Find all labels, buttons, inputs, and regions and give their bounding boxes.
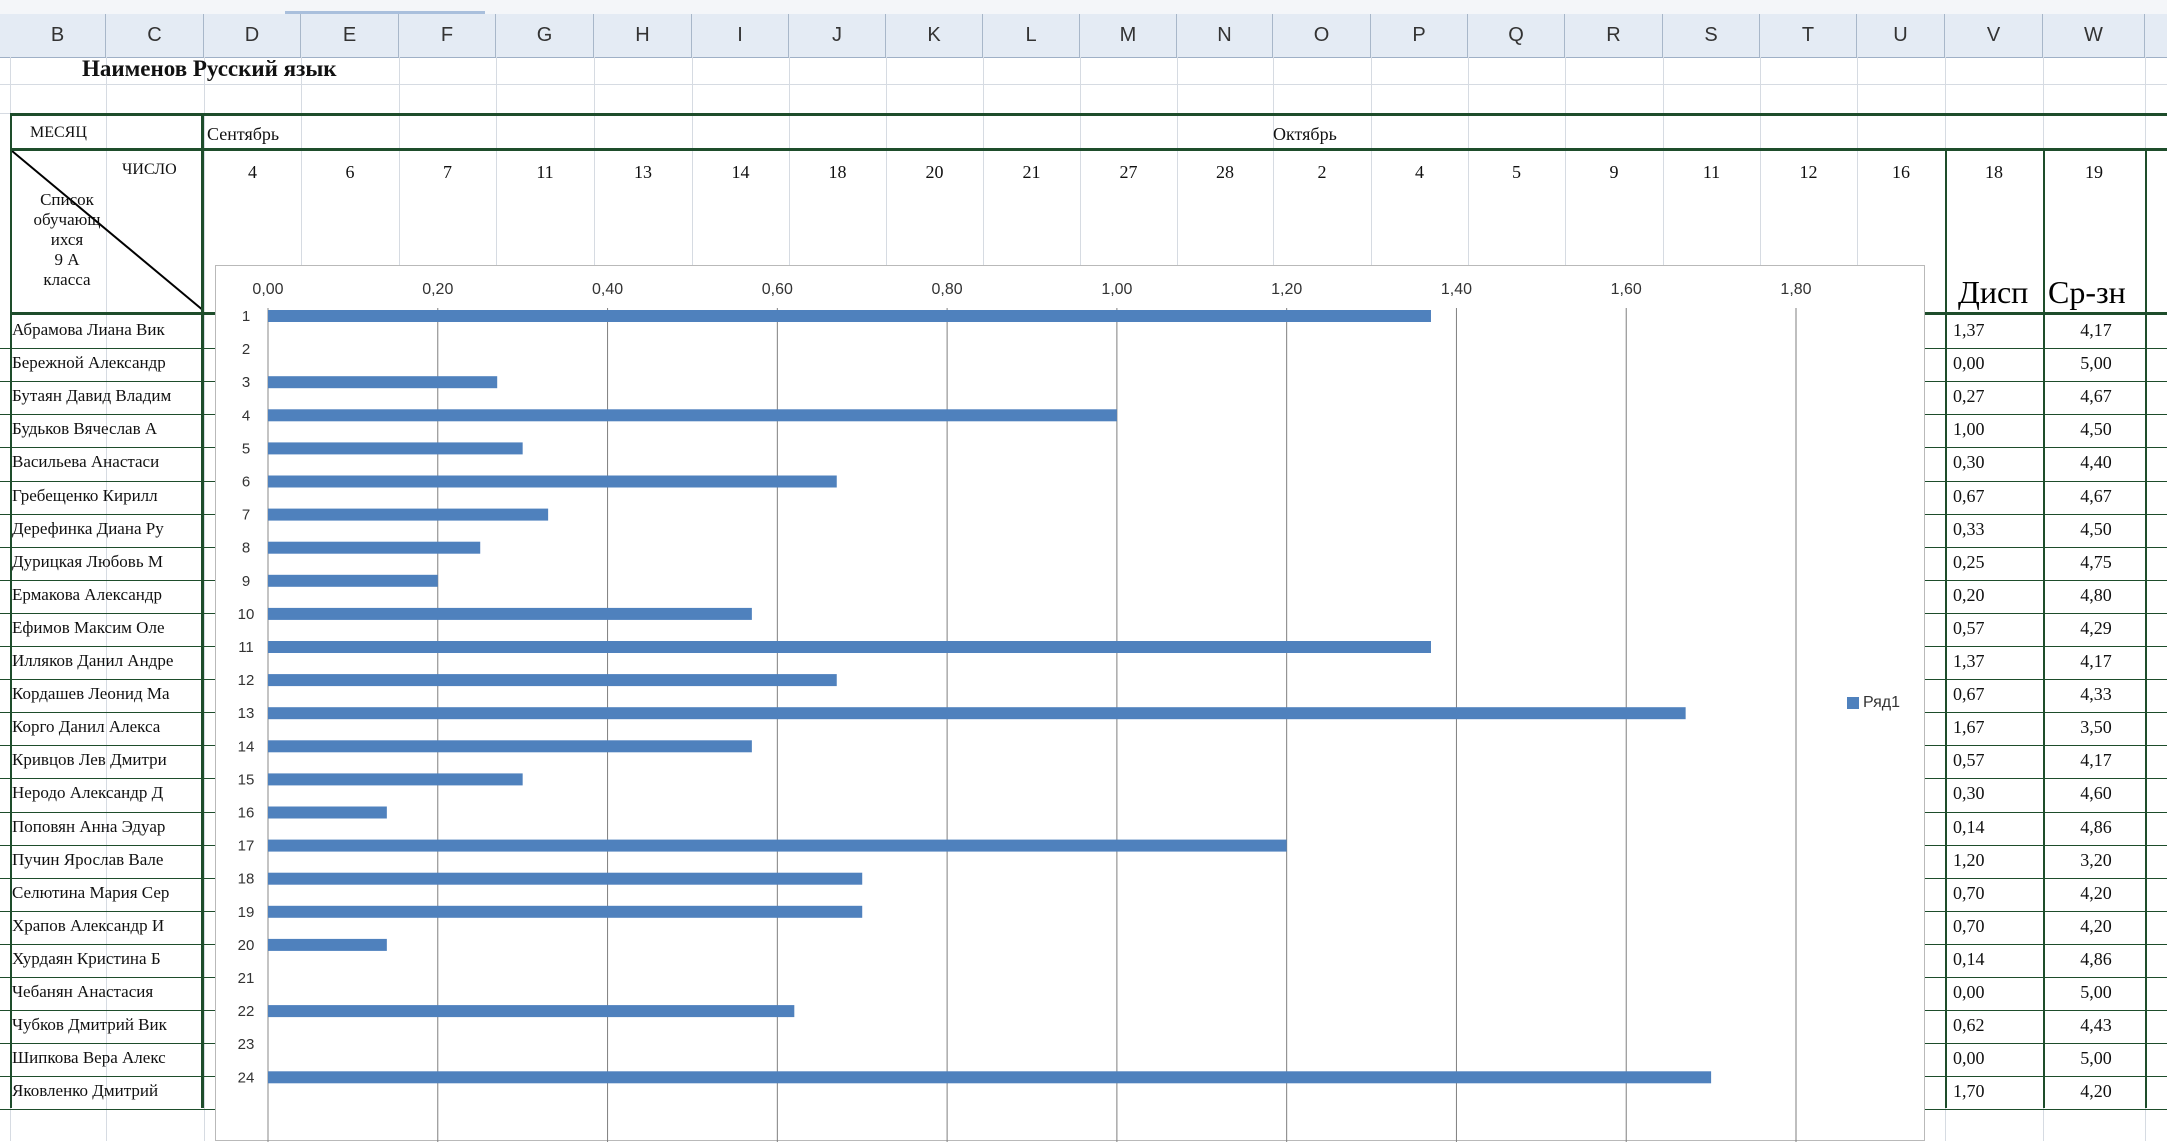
category-label: 14 — [237, 738, 255, 756]
column-header-G[interactable]: G — [496, 14, 594, 57]
grid-vline — [204, 57, 205, 1141]
student-name[interactable]: Шипкова Вера Алекс — [12, 1048, 166, 1068]
student-name[interactable]: Яковленко Дмитрий — [12, 1081, 159, 1101]
month-october: Октябрь — [1273, 124, 1337, 144]
student-name[interactable]: Дерефинка Диана Ру — [12, 518, 164, 538]
student-name[interactable]: Чебанян Анастасия — [12, 982, 154, 1001]
avg-value[interactable]: 4,50 — [2080, 518, 2112, 539]
disp-value[interactable]: 0,33 — [1953, 518, 1985, 539]
bar[interactable] — [268, 641, 1431, 653]
category-label: 10 — [237, 605, 255, 623]
column-header-F[interactable]: F — [399, 14, 496, 57]
border-line — [1945, 148, 1947, 1108]
day-number[interactable]: 20 — [925, 162, 944, 182]
avg-value[interactable]: 4,17 — [2080, 750, 2112, 771]
category-label: 5 — [241, 440, 251, 458]
student-name[interactable]: Дурицкая Любовь М — [12, 551, 163, 571]
bar[interactable] — [268, 773, 523, 785]
disp-value[interactable]: 0,00 — [1953, 353, 1985, 374]
avg-value[interactable]: 5,00 — [2080, 1048, 2112, 1069]
category-label: 20 — [237, 936, 255, 954]
avg-value[interactable]: 4,17 — [2080, 320, 2112, 340]
bar[interactable] — [268, 608, 752, 620]
avg-value[interactable]: 4,86 — [2080, 816, 2112, 837]
bar-chart[interactable] — [215, 265, 1925, 1141]
column-header-I[interactable]: I — [692, 14, 789, 57]
disp-value[interactable]: 0,27 — [1953, 386, 1985, 407]
student-name[interactable]: Бережной Александр — [12, 353, 166, 373]
day-number[interactable]: 11 — [1702, 162, 1721, 182]
disp-value[interactable]: 1,37 — [1953, 320, 1985, 340]
student-name[interactable]: Кривцов Лев Дмитри — [12, 750, 167, 770]
column-header-K[interactable]: K — [886, 14, 983, 57]
category-label: 19 — [237, 903, 255, 921]
disp-value[interactable]: 0,14 — [1953, 948, 1985, 969]
avg-value[interactable]: 4,75 — [2080, 551, 2112, 572]
bar[interactable] — [268, 707, 1686, 719]
category-label: 9 — [241, 572, 251, 590]
avg-value[interactable]: 4,20 — [2080, 882, 2112, 903]
border-line — [10, 113, 2167, 116]
x-tick-label: 1,60 — [1610, 281, 1642, 298]
day-number[interactable]: 2 — [1317, 162, 1327, 182]
active-sheet-indicator — [285, 4, 485, 14]
category-label: 16 — [237, 804, 255, 822]
column-header-W[interactable]: W — [2043, 14, 2145, 57]
category-label: 1 — [241, 308, 251, 325]
category-label: 22 — [237, 1003, 255, 1021]
student-name[interactable]: Ефимов Максим Оле — [12, 617, 165, 637]
subject-value: Русский язык — [192, 56, 337, 81]
student-name[interactable]: Неродо Александр Д — [12, 783, 164, 803]
disp-value[interactable]: 0,70 — [1953, 915, 1985, 936]
avg-value[interactable]: 4,67 — [2080, 386, 2112, 407]
disp-value[interactable]: 0,67 — [1953, 684, 1985, 705]
column-header-U[interactable]: U — [1857, 14, 1945, 57]
column-header-L[interactable]: L — [983, 14, 1080, 57]
category-label: 23 — [237, 1036, 255, 1054]
bar[interactable] — [268, 575, 438, 587]
disp-value[interactable]: 1,37 — [1953, 651, 1985, 671]
day-number[interactable]: 28 — [1216, 162, 1234, 182]
column-header-E[interactable]: E — [301, 14, 399, 57]
border-line — [2043, 148, 2045, 1108]
x-tick-label: 0,00 — [252, 281, 284, 298]
disp-value[interactable]: 0,67 — [1953, 485, 1985, 506]
chart-canvas — [216, 266, 1926, 1142]
column-header-T[interactable]: T — [1760, 14, 1857, 57]
students-header — [22, 190, 112, 290]
category-label: 11 — [238, 639, 254, 656]
student-name[interactable]: Пучин Ярослав Вале — [12, 849, 164, 869]
disp-value[interactable]: 1,70 — [1953, 1081, 1985, 1102]
category-label: 17 — [237, 837, 255, 855]
month-label: МЕСЯЦ — [30, 124, 87, 141]
student-name[interactable]: Гребещенко Кирилл — [12, 485, 158, 505]
category-label: 2 — [241, 341, 251, 359]
legend-swatch — [1847, 697, 1859, 709]
student-name[interactable]: Илляков Данил Андре — [12, 651, 174, 670]
student-name[interactable]: Кордашев Леонид Ма — [12, 684, 170, 704]
disp-value[interactable]: 0,00 — [1953, 1048, 1985, 1069]
avg-value[interactable]: 4,80 — [2080, 584, 2112, 605]
x-tick-label: 1,80 — [1780, 281, 1812, 298]
subject-label: Наименов — [82, 56, 188, 81]
column-header-Q[interactable]: Q — [1468, 14, 1565, 57]
student-name[interactable]: Храпов Александр И — [12, 915, 165, 935]
avg-value[interactable]: 4,20 — [2080, 1081, 2112, 1102]
student-name[interactable]: Чубков Дмитрий Вик — [12, 1015, 167, 1035]
avg-value[interactable]: 4,33 — [2080, 684, 2112, 705]
bar[interactable] — [268, 509, 548, 521]
avg-value[interactable]: 3,20 — [2080, 849, 2112, 870]
student-name[interactable]: Васильева Анастаси — [12, 452, 160, 472]
x-tick-label: 0,60 — [761, 281, 793, 298]
legend-label: Ряд1 — [1863, 694, 1901, 711]
category-label: 3 — [241, 374, 251, 392]
students-header-line: 9 А — [54, 250, 80, 269]
x-tick-label: 1,40 — [1440, 281, 1473, 298]
grid-hline — [0, 84, 2167, 85]
bar[interactable] — [268, 740, 752, 752]
disp-value[interactable]: 0,57 — [1953, 617, 1985, 638]
column-header-H[interactable]: H — [594, 14, 692, 57]
column-header-N[interactable]: N — [1177, 14, 1273, 57]
bar[interactable] — [268, 873, 862, 885]
month-september: Сентябрь — [207, 124, 280, 144]
disp-value[interactable]: 0,20 — [1953, 584, 1985, 605]
day-number[interactable]: 19 — [2085, 162, 2103, 182]
avg-value[interactable]: 4,67 — [2080, 485, 2112, 506]
disp-header: Дисп — [1958, 274, 2029, 310]
day-number[interactable]: 4 — [1415, 162, 1424, 182]
column-header-J[interactable]: J — [789, 14, 886, 57]
avg-value[interactable]: 3,50 — [2080, 717, 2112, 738]
column-header-R[interactable]: R — [1565, 14, 1663, 57]
day-number[interactable]: 18 — [828, 162, 847, 182]
bar[interactable] — [268, 1071, 1711, 1083]
student-name[interactable]: Ермакова Александр — [12, 584, 162, 604]
disp-value[interactable]: 0,14 — [1953, 816, 1985, 837]
day-number[interactable]: 5 — [1512, 162, 1521, 182]
column-header-O[interactable]: O — [1273, 14, 1371, 57]
bar[interactable] — [268, 807, 387, 819]
disp-value[interactable]: 1,20 — [1953, 849, 1985, 870]
avg-value[interactable]: 5,00 — [2080, 353, 2112, 374]
students-header-line: Список — [40, 190, 94, 209]
avg-value[interactable]: 4,40 — [2080, 452, 2112, 473]
category-label: 21 — [237, 970, 255, 987]
bar[interactable] — [268, 376, 497, 388]
disp-value[interactable]: 1,67 — [1953, 717, 1985, 738]
day-number[interactable]: 16 — [1892, 162, 1910, 182]
x-tick-label: 0,40 — [591, 281, 624, 298]
student-name[interactable]: Абрамова Лиана Вик — [12, 320, 165, 339]
avg-value[interactable]: 4,20 — [2080, 915, 2112, 936]
column-header-S[interactable]: S — [1663, 14, 1760, 57]
category-label: 15 — [237, 771, 255, 789]
disp-value[interactable]: 0,62 — [1953, 1015, 1985, 1036]
avg-value[interactable]: 4,86 — [2080, 948, 2112, 969]
column-header-V[interactable]: V — [1945, 14, 2043, 57]
bar[interactable] — [268, 674, 837, 686]
x-tick-label: 1,00 — [1101, 281, 1133, 298]
disp-value[interactable]: 0,30 — [1953, 452, 1985, 473]
bar[interactable] — [268, 906, 862, 918]
x-tick-label: 0,80 — [931, 281, 963, 298]
day-number[interactable]: 13 — [634, 162, 652, 182]
column-header-B[interactable]: B — [10, 14, 106, 57]
day-number[interactable]: 11 — [536, 162, 554, 182]
day-number[interactable]: 6 — [345, 162, 355, 182]
category-label: 24 — [237, 1069, 255, 1087]
category-label: 4 — [241, 407, 251, 425]
day-number[interactable]: 27 — [1119, 162, 1138, 182]
day-number[interactable]: 12 — [1799, 162, 1818, 182]
disp-value[interactable]: 0,70 — [1953, 882, 1985, 903]
ribbon-strip — [0, 0, 2167, 15]
avg-value[interactable]: 4,17 — [2080, 651, 2112, 671]
student-name[interactable]: Хурдаян Кристина Б — [12, 948, 161, 968]
subject-title — [82, 56, 337, 82]
day-number[interactable]: 14 — [731, 162, 750, 182]
bar[interactable] — [268, 476, 837, 488]
day-number[interactable]: 9 — [1609, 162, 1619, 182]
disp-value[interactable]: 0,00 — [1953, 982, 1985, 1002]
category-label: 13 — [237, 705, 255, 723]
x-tick-label: 1,20 — [1271, 281, 1303, 298]
column-header-M[interactable]: M — [1080, 14, 1177, 57]
category-label: 8 — [241, 539, 251, 557]
x-tick-label: 0,20 — [422, 281, 454, 298]
category-label: 18 — [237, 870, 255, 888]
disp-value[interactable]: 1,00 — [1953, 419, 1985, 440]
bar[interactable] — [268, 442, 523, 454]
avg-value[interactable]: 5,00 — [2080, 982, 2112, 1002]
students-header-line: ихся — [50, 230, 84, 249]
day-number[interactable]: 7 — [443, 162, 452, 182]
bar[interactable] — [268, 310, 1431, 322]
avg-value[interactable]: 4,43 — [2080, 1015, 2112, 1036]
column-header-P[interactable]: P — [1371, 14, 1468, 57]
bar[interactable] — [268, 1005, 794, 1017]
bar[interactable] — [268, 840, 1287, 852]
number-label: ЧИСЛО — [122, 161, 177, 178]
avg-value[interactable]: 4,60 — [2080, 783, 2112, 804]
bar[interactable] — [268, 409, 1117, 421]
border-line — [10, 148, 2167, 151]
student-name[interactable]: Поповян Анна Эдуар — [12, 816, 166, 836]
category-label: 6 — [241, 473, 251, 491]
bar[interactable] — [268, 939, 387, 951]
students-header-line: обучающ — [33, 210, 101, 229]
disp-value[interactable]: 0,30 — [1953, 783, 1985, 804]
student-name[interactable]: Селютина Мария Сер — [12, 882, 170, 902]
avg-value[interactable]: 4,50 — [2080, 419, 2112, 440]
day-number[interactable]: 4 — [248, 162, 257, 182]
bar[interactable] — [268, 542, 480, 554]
disp-value[interactable]: 0,57 — [1953, 750, 1985, 771]
student-name[interactable]: Будьков Вячеслав А — [12, 419, 158, 439]
students-header-line: класса — [43, 270, 91, 289]
avg-header: Ср-зн — [2048, 274, 2126, 310]
day-number[interactable]: 18 — [1985, 162, 2003, 182]
student-name[interactable]: Бутаян Давид Владим — [12, 386, 172, 406]
disp-value[interactable]: 0,25 — [1953, 551, 1985, 572]
category-label: 7 — [241, 506, 251, 524]
student-name[interactable]: Корго Данил Алекса — [12, 717, 161, 737]
column-header-D[interactable]: D — [204, 14, 301, 57]
column-header-C[interactable]: C — [106, 14, 204, 57]
category-label: 12 — [237, 672, 255, 690]
avg-value[interactable]: 4,29 — [2080, 617, 2112, 638]
day-number[interactable]: 21 — [1022, 162, 1041, 182]
